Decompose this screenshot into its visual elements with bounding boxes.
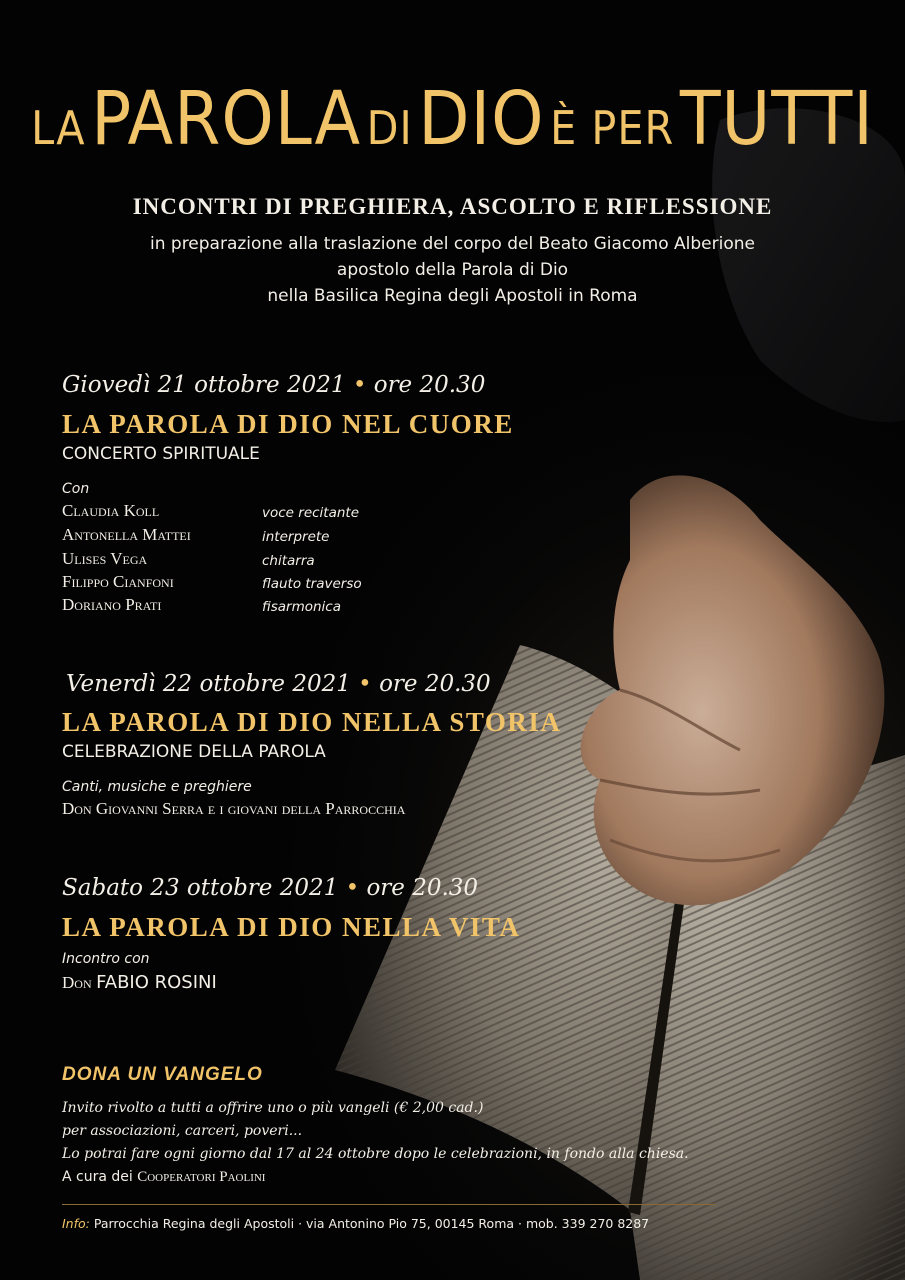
event-title: LA PAROLA DI DIO NEL CUORE [62,409,514,439]
title-word-dio: DIO [418,76,545,162]
guest-prefix: Don [62,973,92,992]
intro-line: in preparazione alla traslazione del corpo del Beato Giacomo Alberione [150,234,755,254]
info-text: Parrocchia Regina degli Apostoli · via Antonino Pio 75, 00145 Roma · mob. 339 270 8287 [93,1216,650,1231]
performer-role: chitarra [262,553,315,569]
event-date-text: Venerdì 22 ottobre 2021 [66,671,351,697]
main-title [0,76,905,162]
separator-dot: • [345,875,360,901]
separator-dot: • [352,372,367,398]
title-word-la: LA [31,101,86,155]
with-label: Con [62,481,90,497]
event-subtitle: CELEBRAZIONE DELLA PAROLA [62,742,326,762]
title-word-parola: PAROLA [91,76,362,162]
title-word-tutti: TUTTI [679,76,874,162]
event-title: LA PAROLA DI DIO NELLA STORIA [62,707,562,737]
guest-name: FABIO ROSINI [96,972,217,993]
curator-prefix: A cura dei [62,1169,133,1185]
event-performers: Don Giovanni Serra e i giovani della Parrocchia [62,799,406,818]
title-word-di: DI [366,101,413,155]
event-title: LA PAROLA DI DIO NELLA VITA [62,912,521,942]
event-guest [62,972,217,993]
performer-role: flauto traverso [262,576,362,592]
dona-line: Invito rivolto a tutti a offrire uno o più vangeli (€ 2,00 cad.) [62,1100,484,1116]
info-label: Info: [62,1216,90,1231]
dona-title: DONA UN VANGELO [62,1064,263,1085]
dona-line: per associazioni, carceri, poveri... [62,1123,303,1139]
dona-line: Lo potrai fare ogni giorno dal 17 al 24 ottobre dopo le celebrazioni, in fondo alla chiesa. [62,1146,689,1162]
info-line [62,1216,649,1231]
event-date [66,671,491,697]
separator-dot: • [358,671,372,697]
event-date-text: Giovedì 21 ottobre 2021 [62,372,346,398]
event-date-text: Sabato 23 ottobre 2021 [62,875,339,901]
event-date [62,372,485,398]
performer-name: Claudia Koll [62,501,160,520]
performer-name: Antonella Mattei [62,525,191,544]
intro-line: nella Basilica Regina degli Apostoli in Roma [267,286,638,306]
title-word-e-per: È PER [550,101,675,155]
performer-role: voce recitante [262,505,360,521]
event-note: Incontro con [62,951,150,967]
subtitle: INCONTRI DI PREGHIERA, ASCOLTO E RIFLESSIONE [132,194,773,219]
performer-role: interprete [262,529,330,545]
event-date [62,875,478,901]
intro-line: apostolo della Parola di Dio [336,260,569,280]
performer-role: fisarmonica [262,599,341,615]
curator-name: Cooperatori Paolini [137,1169,266,1185]
performer-name: Filippo Cianfoni [62,572,174,591]
event-note: Canti, musiche e preghiere [62,779,252,795]
event-time: ore 20.30 [366,875,479,901]
divider [62,1204,716,1205]
performer-name: Ulises Vega [62,549,148,568]
performer-name: Doriano Prati [62,595,162,614]
event-time: ore 20.30 [379,671,491,697]
dona-curator [62,1168,265,1186]
event-time: ore 20.30 [373,372,486,398]
event-subtitle: CONCERTO SPIRITUALE [62,444,260,464]
